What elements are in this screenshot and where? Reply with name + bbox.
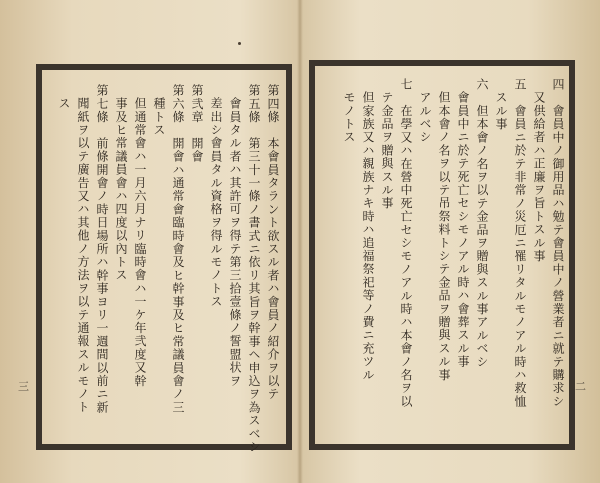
left-page-text [54, 84, 282, 454]
text-column: 第四條 本會員タラント欲スル者ハ會員ノ紹介ヲ以テ [266, 84, 280, 401]
text-column: 但家族又ハ親族ナキ時ハ追福祭祀等ノ費ニ充ツル [361, 91, 375, 382]
left-page [0, 0, 299, 483]
text-column: 七 在學又ハ在營中死亡セシモノアル時ハ本會ノ名ヲ以 [399, 78, 413, 408]
text-column: 第五條 第三十一條ノ書式ニ依リ其旨ヲ幹事ヘ申込ヲ為スベシ [247, 84, 261, 454]
text-column: モノトス [342, 91, 356, 144]
right-page-text [339, 78, 567, 428]
page-number: 二 [575, 380, 586, 393]
text-column: 差出シ會員タル資格ヲ得ルモノトス [209, 97, 223, 309]
text-column: アルベシ [418, 91, 432, 144]
text-column: 第六條 開會ハ通常會臨時會及ヒ幹事及ヒ常議員會ノ三 [171, 84, 185, 414]
text-column: 四 會員中ノ御用品ハ勉テ會員中ノ營業者ニ就テ購求シ [551, 78, 565, 408]
left-page-frame [36, 64, 292, 454]
text-column: 但通常會ハ一月六月ナリ臨時會ハ一ケ年弐度又幹 [133, 97, 147, 388]
text-column: 但本會ノ名ヲ以テ吊祭料トシテ金品ヲ贈與スル事 [437, 91, 451, 382]
right-page [301, 0, 600, 483]
page-mark [238, 42, 241, 45]
text-column: 聞紙ヲ以テ廣告又ハ其他ノ方法ヲ以テ通報スルモノト [76, 97, 90, 414]
chapter-heading: 第弐章 開會 [190, 84, 204, 164]
text-column: スル事 [494, 91, 508, 131]
right-page-frame [309, 60, 575, 450]
text-column: 五 會員ニ於テ非常ノ災厄ニ罹リタルモノアル時ハ救恤 [513, 78, 527, 408]
text-column: 事及ヒ常議員會ハ四度以內トス [114, 97, 128, 282]
text-column: 第七條 前條開會ノ時日場所ハ幹事ヨリ一週間以前ニ新 [95, 84, 109, 414]
text-column: ス [57, 97, 71, 111]
text-column: 種トス [152, 97, 166, 137]
text-column: 六 但本會ノ名ヲ以テ金品ヲ贈與スル事アルベシ [475, 78, 489, 369]
text-column: テ金品ヲ贈與スル事 [380, 91, 394, 210]
text-column: 又供給者ハ正廉ヲ旨トスル事 [532, 91, 546, 263]
text-column: 會員中ニ於テ死亡セシモノアル時ハ會葬スル事 [456, 91, 470, 369]
page-number: 三 [18, 380, 29, 393]
text-column: 會員タル者ハ其許可ヲ得テ第三拾壹條ノ誓盟状ヲ [228, 97, 242, 388]
